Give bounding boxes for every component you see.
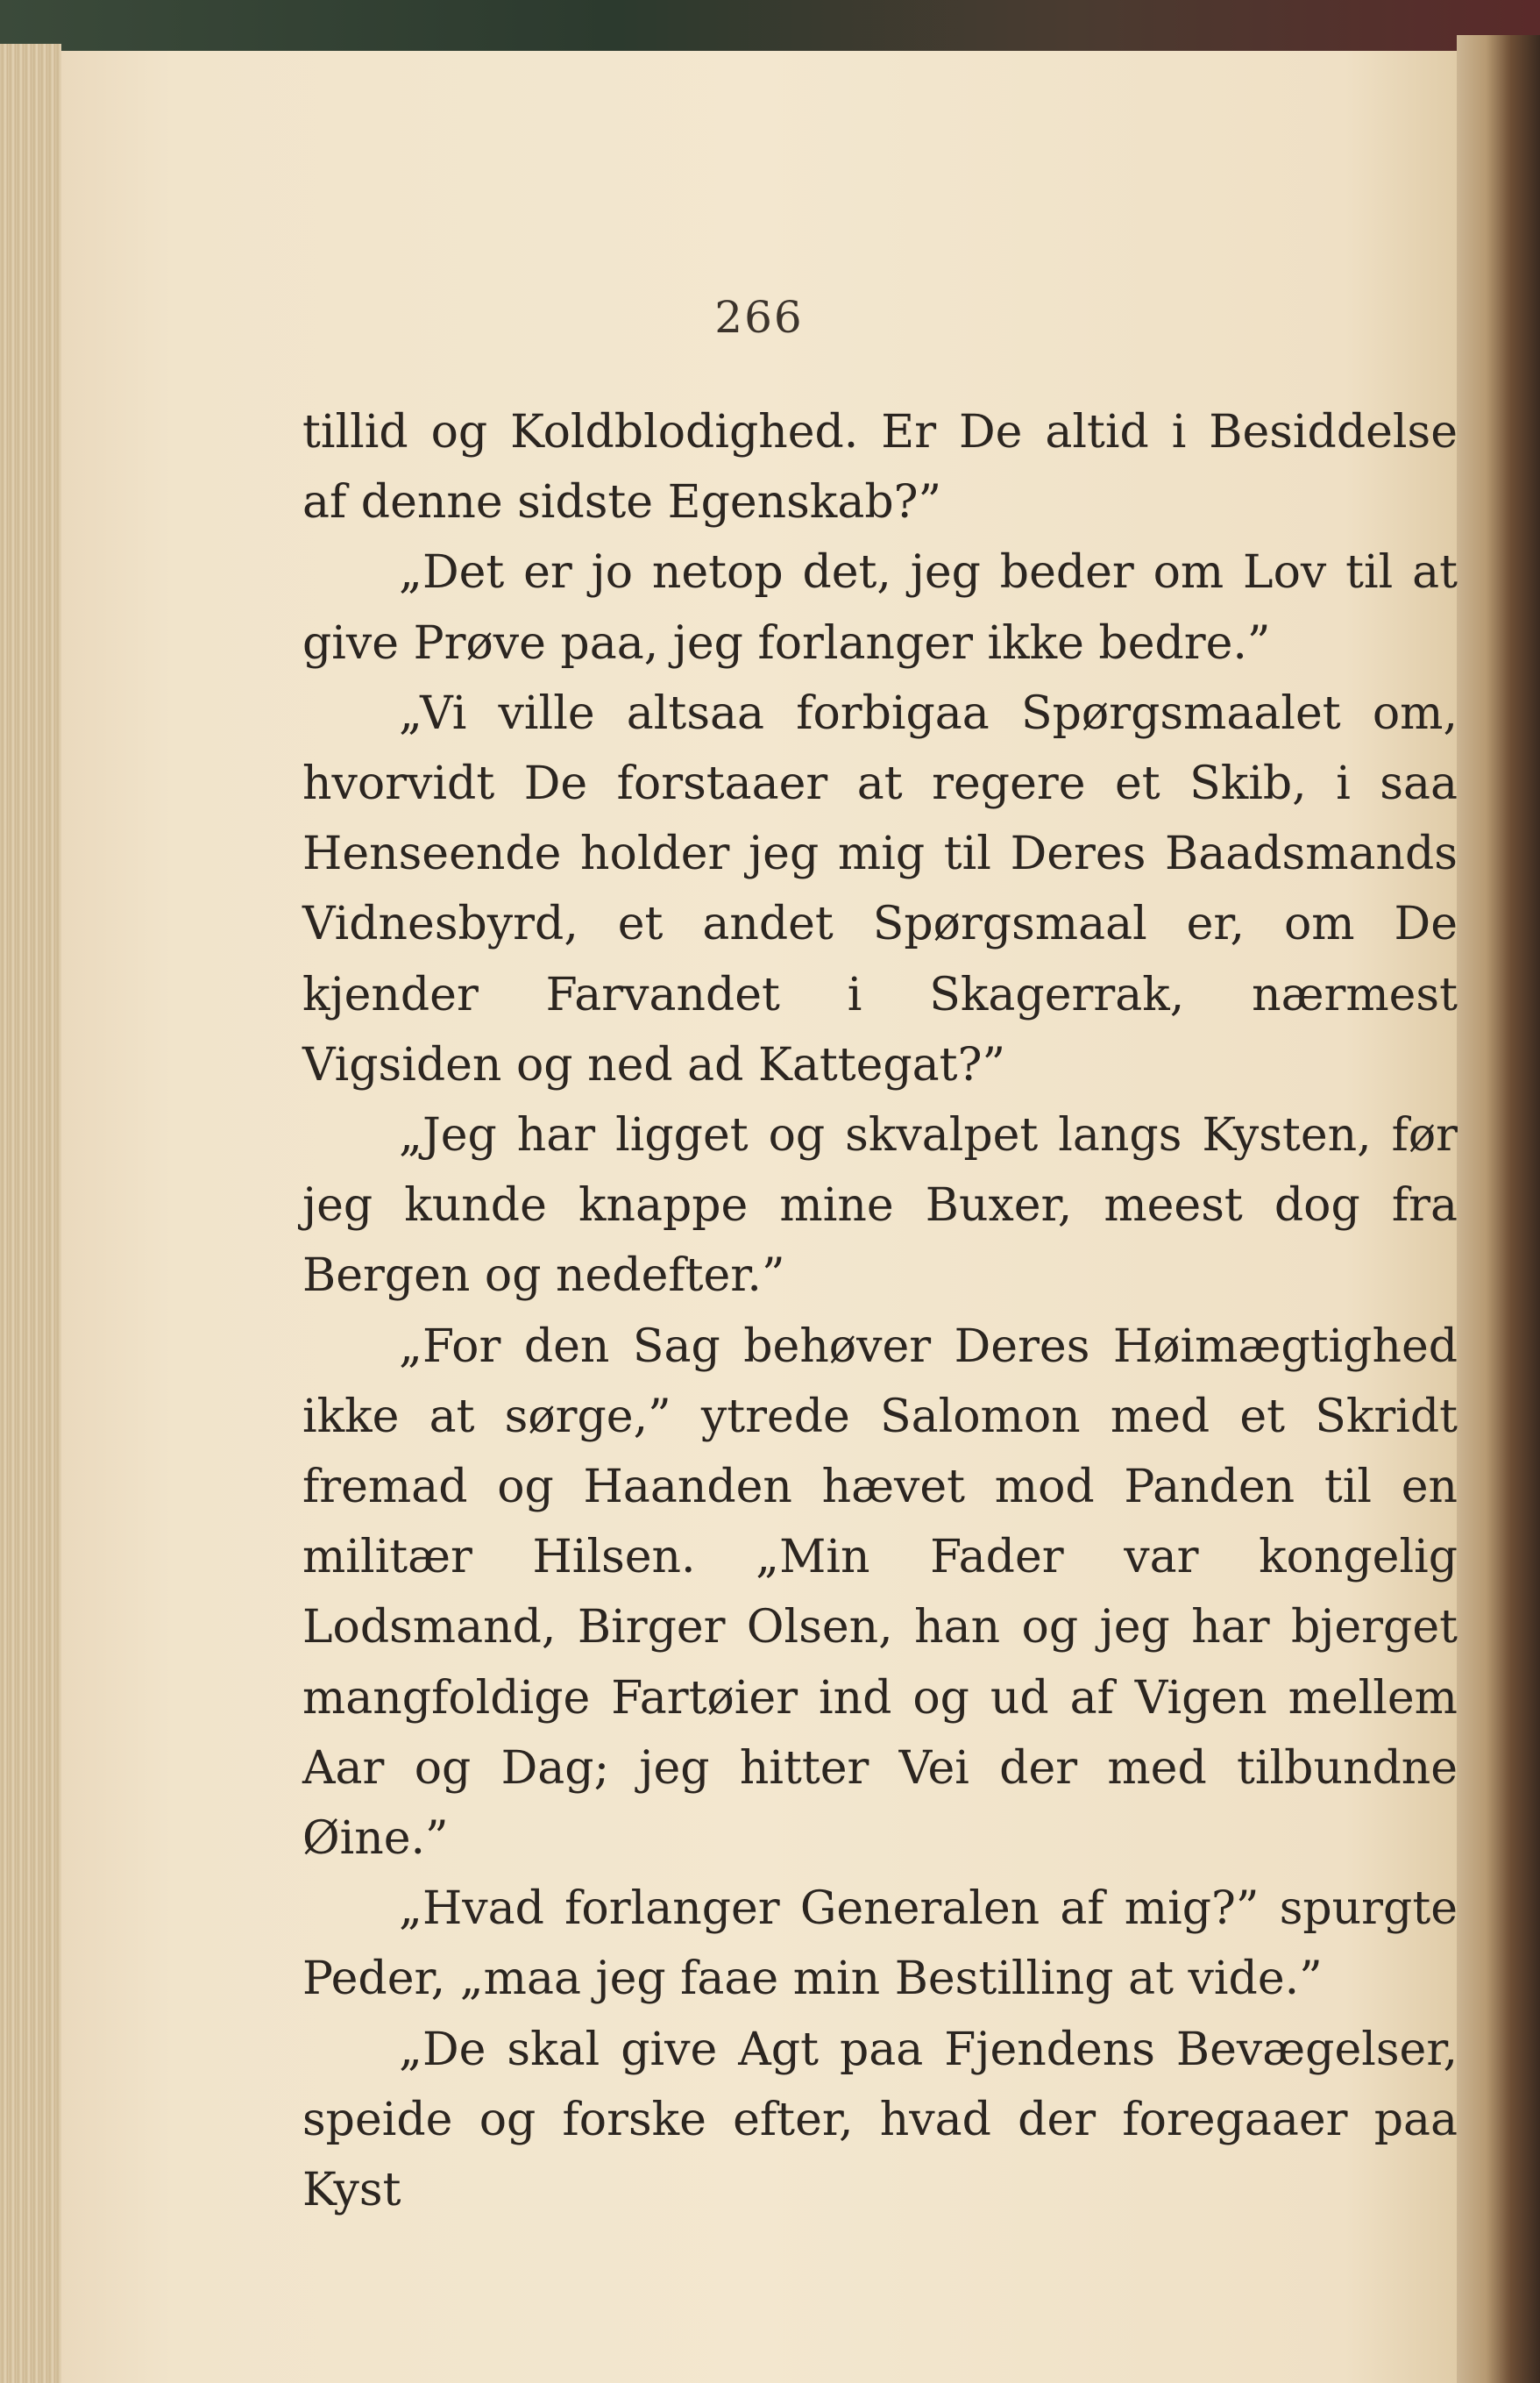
paragraph-2: „Det er jo netop det, jeg beder om Lov til at give Prøve paa, jeg forlanger ikke bedre.”	[302, 546, 1458, 670]
paragraph-1: tillid og Koldblodighed. Er De altid i Besiddelse af denne sidste Egenskab?”	[302, 406, 1458, 530]
paragraph-5: „For den Sag behøver Deres Høimægtighed ikke at sørge,” ytrede Salomon med et Skridt fremad og Haanden hævet mod Panden til en militær Hilsen. „Min Fader var kongelig Lodsmand, Birger Olsen, han og jeg har bjerget mangfoldige Fartøier ind og ud af Vigen mellem Aar og Dag; jeg hitter Vei der med tilbundne Øine.”	[302, 1320, 1458, 1866]
page-number: 266	[714, 292, 804, 343]
book-page	[61, 51, 1457, 2383]
paragraph-7: „De skal give Agt paa Fjendens Bevægelser, speide og forske efter, hvad der foregaaer paa Kyst	[302, 2023, 1458, 2217]
book-left-page-stack	[0, 44, 61, 2383]
paragraph-4: „Jeg har ligget og skvalpet langs Kysten, før jeg kunde knappe mine Buxer, meest dog fra Bergen og nedefter.”	[302, 1109, 1458, 1303]
book-right-edge	[1457, 35, 1540, 2383]
paragraph-6: „Hvad forlanger Generalen af mig?” spurgte Peder, „maa jeg faae min Bestilling at vide.”	[302, 1882, 1458, 2006]
page-text	[302, 397, 1458, 2225]
book-top-edge	[0, 0, 1540, 54]
paragraph-3: „Vi ville altsaa forbigaa Spørgsmaalet om, hvorvidt De forstaaer at regere et Skib, i saa Henseende holder jeg mig til Deres Baadsmands Vidnesbyrd, et andet Spørgsmaal er, om De kjender Farvandet i Skagerrak, nærmest Vigsiden og ned ad Kattegat?”	[302, 686, 1458, 1092]
